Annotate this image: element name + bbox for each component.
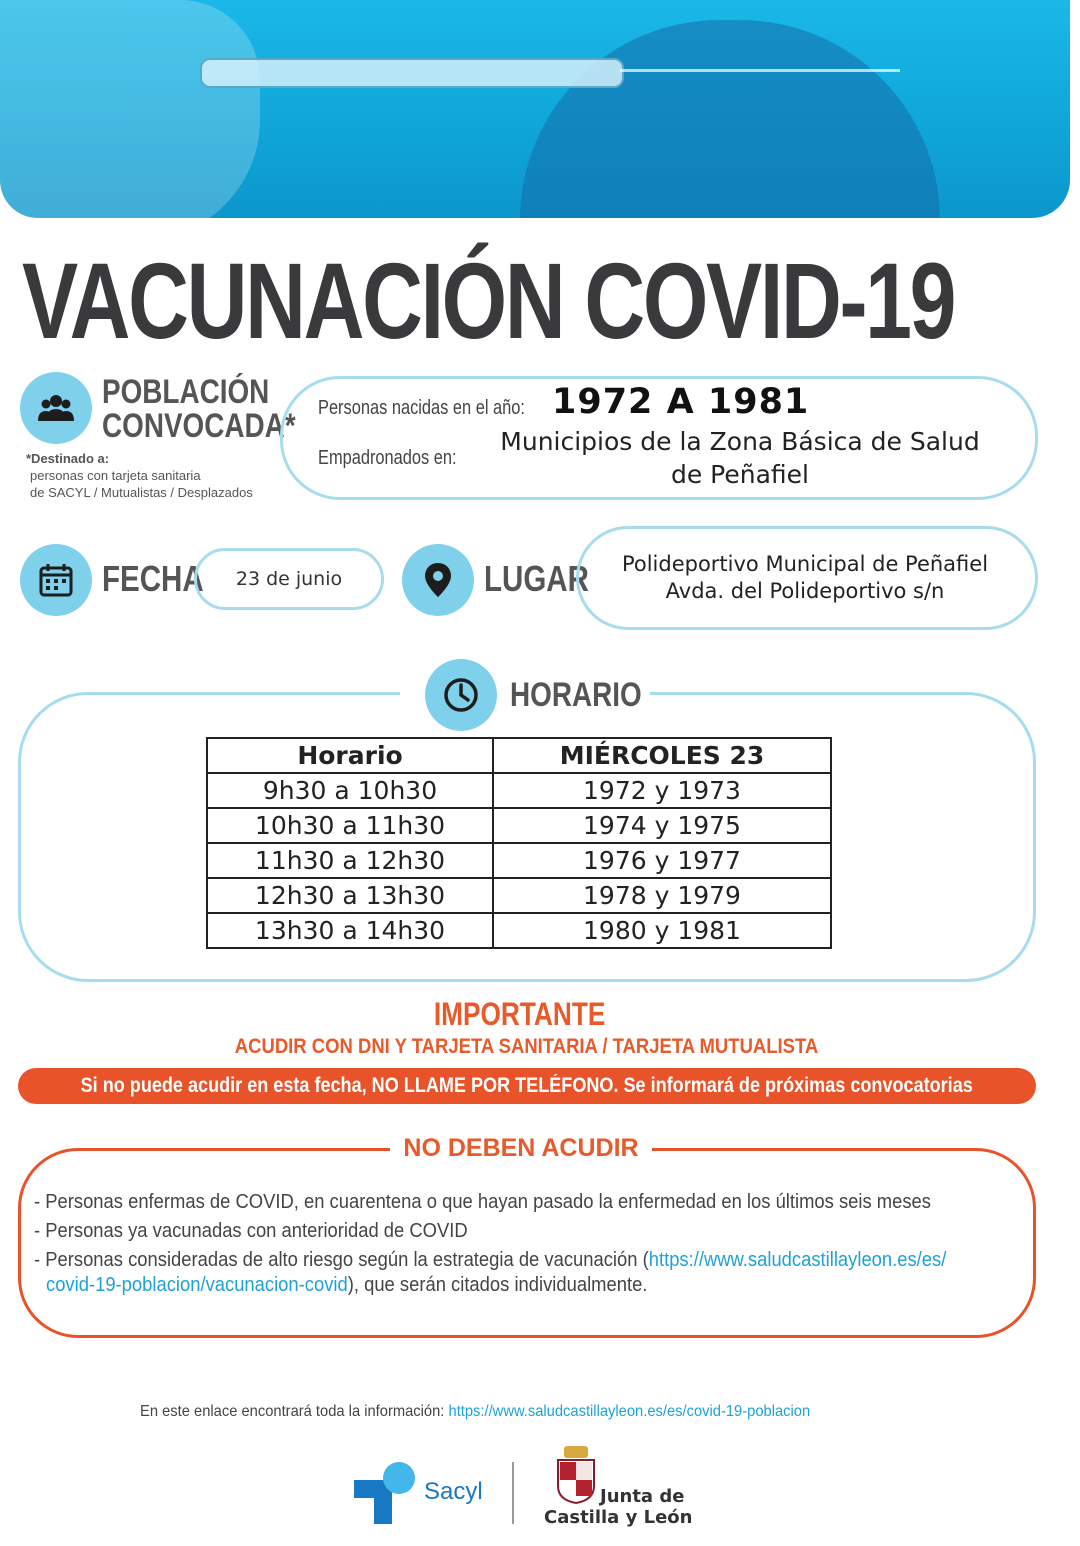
clock-icon: [425, 659, 497, 731]
table-cell: 1974 y 1975: [493, 808, 831, 843]
warning-banner-text: Si no puede acudir en esta fecha, NO LLAME POR TELÉFONO. Se informará de próximas convocatorias: [80, 1074, 974, 1097]
born-label: Personas nacidas en el año:: [318, 397, 525, 419]
warning-banner: [18, 1068, 1036, 1104]
table-cell: 13h30 a 14h30: [207, 913, 493, 948]
table-row: [207, 878, 831, 913]
vaccination-link[interactable]: https://www.saludcastillayleon.es/es/: [648, 1249, 947, 1271]
table-cell: 9h30 a 10h30: [207, 773, 493, 808]
table-cell: 1972 y 1973: [493, 773, 831, 808]
table-header-row: [207, 738, 831, 773]
page-title: VACUNACIÓN COVID-19: [22, 240, 955, 361]
schedule-table: [206, 737, 832, 949]
table-cell: 1980 y 1981: [493, 913, 831, 948]
footer-info: En este enlace encontrará toda la información: https://www.saludcastillayleon.es/es/covid-19-poblacion: [140, 1403, 811, 1420]
table-cell: 10h30 a 11h30: [207, 808, 493, 843]
junta-logo-text: Junta de Castilla y León: [544, 1486, 693, 1528]
population-note: *Destinado a: personas con tarjeta sanitaria de SACYL / Mutualistas / Desplazados: [26, 451, 253, 500]
table-cell: 11h30 a 12h30: [207, 843, 493, 878]
table-cell: 12h30 a 13h30: [207, 878, 493, 913]
place-value: Polideportivo Municipal de Peñafiel Avda. del Polideportivo s/n: [621, 552, 989, 603]
table-row: [207, 808, 831, 843]
table-header-cell: MIÉRCOLES 23: [493, 738, 831, 773]
calendar-icon: [20, 544, 92, 616]
date-label: FECHA: [102, 558, 204, 599]
important-subheading: ACUDIR CON DNI Y TARJETA SANITARIA / TARJETA MUTUALISTA: [235, 1035, 819, 1058]
place-label: LUGAR: [484, 558, 589, 599]
footer-divider: [512, 1462, 514, 1524]
exclusions-box: [18, 1148, 1036, 1338]
info-link[interactable]: https://www.saludcastillayleon.es/es/covid-19-poblacion: [448, 1403, 811, 1420]
vaccination-link-continued[interactable]: covid-19-poblacion/vacunacion-covid: [46, 1274, 348, 1296]
table-row: [207, 913, 831, 948]
registered-value: Municipios de la Zona Básica de Salud de Peñafiel: [500, 427, 980, 489]
schedule-heading: HORARIO: [510, 676, 642, 714]
table-cell: 1976 y 1977: [493, 843, 831, 878]
registered-label: Empadronados en:: [318, 447, 457, 469]
date-value: 23 de junio: [194, 548, 384, 610]
important-heading: IMPORTANTE: [434, 996, 606, 1032]
exclusion-item: - Personas enfermas de COVID, en cuarentena o que hayan pasado la enfermedad en los últimos seis meses: [34, 1191, 931, 1213]
table-header-cell: Horario: [207, 738, 493, 773]
population-label: POBLACIÓN CONVOCADA*: [102, 373, 296, 445]
exclusion-item: - Personas consideradas de alto riesgo según la estrategia de vacunación (https://www.saludcastillayleon.es/es/: [34, 1249, 947, 1271]
table-cell: 1978 y 1979: [493, 878, 831, 913]
people-icon: [20, 372, 92, 444]
born-value: 1972 A 1981: [552, 382, 810, 422]
exclusion-item: - Personas ya vacunadas con anterioridad de COVID: [34, 1220, 468, 1242]
location-pin-icon: [402, 544, 474, 616]
sacyl-logo-text: Sacyl: [424, 1478, 483, 1505]
header-banner-image: [0, 0, 1070, 218]
table-row: [207, 773, 831, 808]
table-row: [207, 843, 831, 878]
exclusion-item-continued: covid-19-poblacion/vacunacion-covid), que serán citados individualmente.: [46, 1274, 648, 1296]
sacyl-logo-icon: [354, 1458, 424, 1524]
exclusions-heading: NO DEBEN ACUDIR: [403, 1134, 639, 1162]
